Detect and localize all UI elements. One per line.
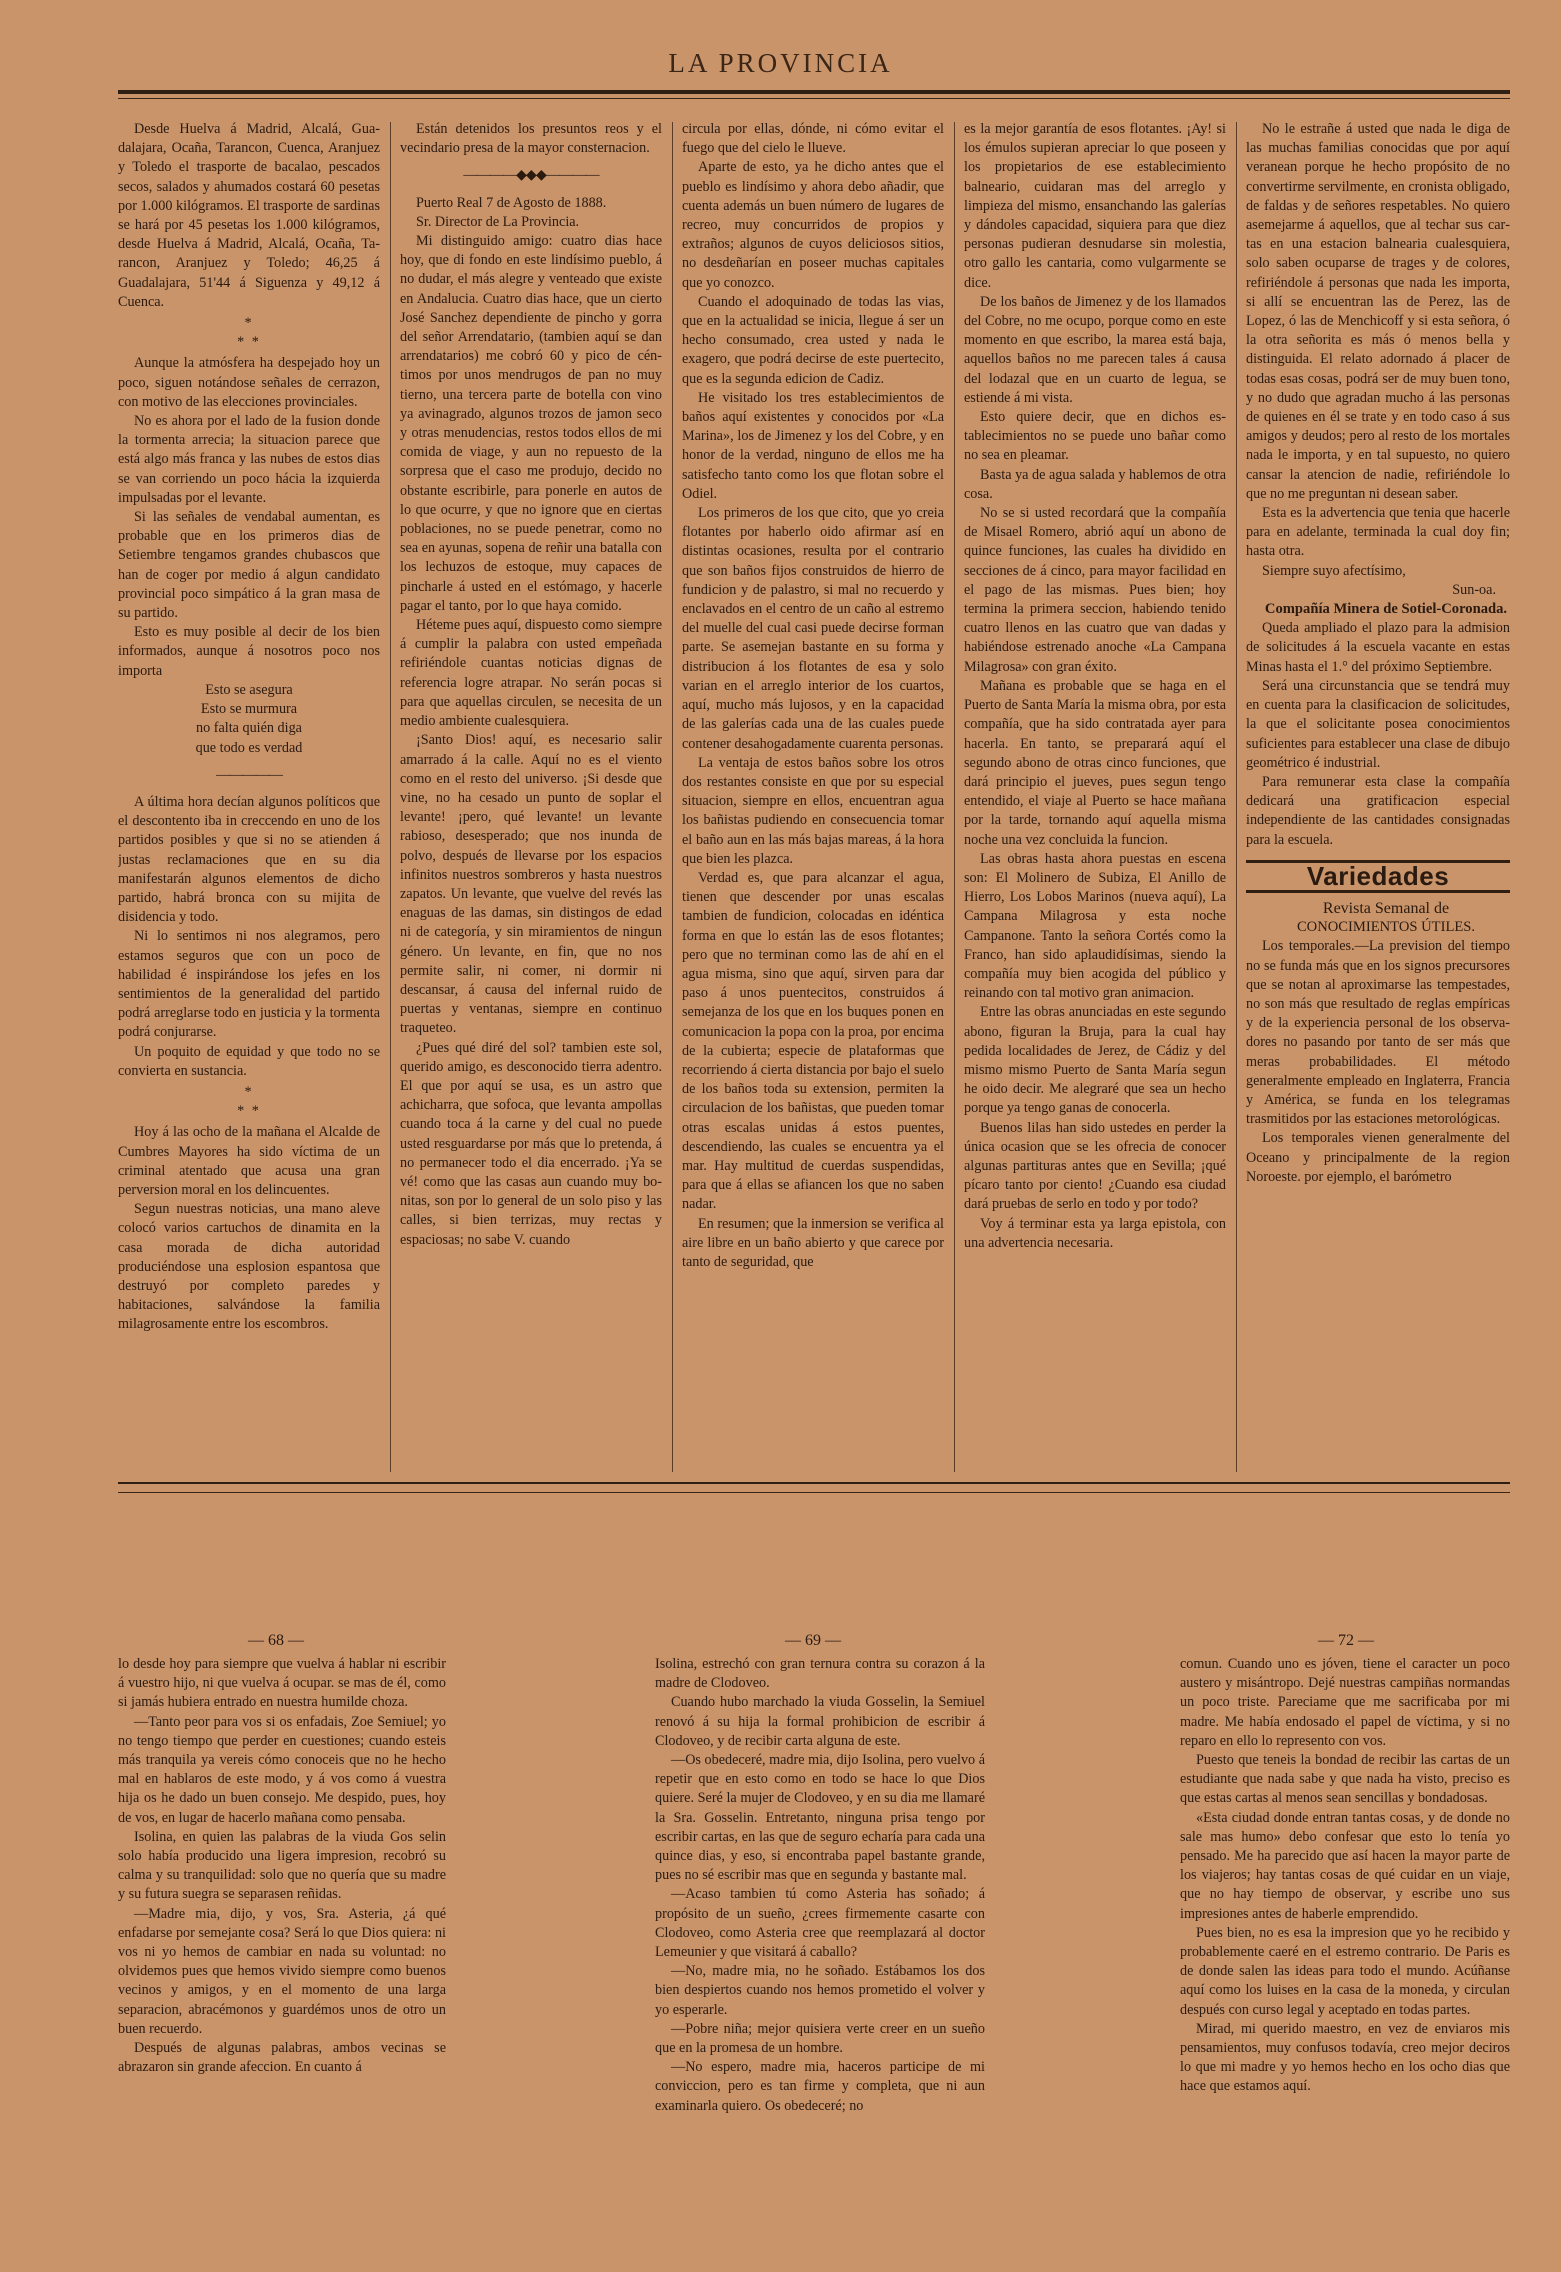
- column-divider: [672, 122, 673, 1472]
- article-paragraph: Ni lo sentimos ni nos alegramos, pero estamos seguros que con un poco de habilidad é inspirándose los jefes en los sentimientos de la generalidad del partido podrá arreglarse todo en justicia y la tormenta podrá conjurarse.: [118, 928, 380, 1041]
- column-3: [682, 120, 944, 1475]
- review-heading: Revista Semanal de: [1322, 899, 1450, 917]
- article-paragraph: Hoy á las ocho de la mañana el Alcalde de Cumbres Mayores ha sido víctima de un criminal atentado que acusa una gran perversion moral en los delincuentes.: [118, 1124, 380, 1198]
- verse-line: no falta quién diga: [196, 720, 302, 737]
- novel-paragraph: «Esta ciudad donde entran tantas cosas, y de donde no sale mas humo» debo confesar que esto lo tenía yo pensado. Me ha parecido que así hacen la mayor parte de los viajeros; hay tantas cosas de qué cuidar en un viaje, que no hay tiempo de observar, y escribe uno sus impresiones antes de haberle emprendido.: [1180, 1809, 1510, 1922]
- article-paragraph: Verdad es, que para alcanzar el agua, tienen que descender por unas escalas tambien de fundicion, colocadas en idéntica forma en que lo están las de esos flotantes; pero que no terminan como las de ahí en el agua misma, sino que aquí, sirven para dar paso á unos puentecitos, construidos á semejanza de los que en los buques ponen en comunicacion la popa con la proa, por encima de la cubierta; especie de plataformas que recorriendo á cierta distancia por bajo el suelo de los baños toda su extension, permiten la circulacion de los bañistas, que pueden tomar otras escalas unidas á estos puentes, descendiendo, las cuales se encuentra ya el mar. Hay multitud de cuerdas suspendidas, para que á ellas se afiancen los que no saben nadar.: [682, 869, 944, 1213]
- novel-paragraph: comun. Cuando uno es jóven, tiene el caracter un poco austero y misántropo. Dejé nuestras campiñas normandas un poco triste. Pareciame que me sacrificaba por mi madre. Me había endosado el papel de víctima, y si no reparo en ello lo represento con vos.: [1180, 1656, 1510, 1749]
- novel-paragraph: —Os obedeceré, madre mia, dijo Isolina, pero vuelvo á repetir que en esto como en todo se hace lo que Dios quiere. Seré la mujer de Clodoveo, y en su dia me llamaré la Sra. Gosselin. Entretanto, ninguna prisa tengo por escribir cartas, en las que de seguro echaría para cada una quince dias, y eso, si encontraba papel bastante grande, pues no sé escribir mas que en segunda y bastante mal.: [655, 1752, 985, 1884]
- novel-paragraph: —Pobre niña; mejor quisiera verte creer en un sueño que en la promesa de un hombre.: [655, 2020, 985, 2057]
- stars-separator: * * *: [237, 1083, 261, 1120]
- ornament-separator: ————◆◆◆————: [463, 167, 599, 184]
- masthead-title: LA PROVINCIA: [668, 48, 893, 78]
- header-rule-thin: [118, 98, 1510, 99]
- article-paragraph: De los baños de Jimenez y de los llamados del Cobre, no me ocupo, porque como en este momento en que escribo, la marea está baja, aquellos baños no me parecen tales á causa del lodazal que en un cuarto de legua, se estiende á mi vista.: [964, 293, 1226, 406]
- novel-paragraph: Isolina, en quien las palabras de la viuda Gos selin solo había producido una ligera impresion, recobró su calma y su tranquilidad: solo que no quería que su madre y su futura suegra se separasen reñidas.: [118, 1828, 446, 1903]
- page-number: — 72 —: [1318, 1632, 1374, 1649]
- article-paragraph: Siempre suyo afectísimo,: [1262, 562, 1406, 579]
- article-paragraph: Los temporales vienen generalmente del Oceano y principalmente de la region Noroeste. por ejemplo, el barómetro: [1246, 1130, 1510, 1185]
- column-1: [118, 120, 380, 1475]
- article-paragraph: Basta ya de agua salada y hablemos de otra cosa.: [964, 466, 1226, 502]
- column-4: [964, 120, 1226, 1475]
- article-paragraph: Esto es muy posible al decir de los bien informados, aunque á nosotros poco nos importa: [118, 624, 380, 679]
- novel-column-1: [118, 1655, 446, 2255]
- column-divider: [390, 122, 391, 1472]
- article-paragraph: Queda ampliado el plazo para la admision de solicitudes á la escuela vacante en estas Minas hasta el 1.° del próximo Septiembre.: [1246, 620, 1510, 675]
- novel-paragraph: —Tanto peor para vos si os enfadais, Zoe Semiuel; yo no tengo tiempo que perder en cuestiones; cuando esteis más tranquila ya vereis cómo conoceis que no he hecho mal en hablaros de este modo, y á vos como á vuestra hija os he dado un buen consejo. Me despido, pues, hoy de vos, en lugar de hacerlo mañana como pensaba.: [118, 1713, 446, 1826]
- signature: Sun-oa.: [1452, 581, 1496, 598]
- article-paragraph: Entre las obras anunciadas en este segundo abono, figuran la Bruja, para la cual hay pedida localidades de Jerez, de Cádiz y del mismo mismo Puerto de Santa María segun he oido decir. Me alegraré que sea un hecho porque ya tengo ganas de conocerla.: [964, 1004, 1226, 1117]
- novel-paragraph: lo desde hoy para siempre que vuelva á hablar ni escribir á vuestro hijo, ni que vuelva á ocupar. se mas de él, como si jamás hubiera entrado en nuestra humilde choza.: [118, 1656, 446, 1711]
- article-paragraph: circula por ellas, dónde, ni cómo evitar el fuego que del cielo le llueve.: [682, 121, 944, 157]
- article-paragraph: Voy á terminar esta ya larga epistola, con una advertencia necesaria.: [964, 1215, 1226, 1251]
- novel-paragraph: Mirad, mi querido maestro, en vez de enviaros mis pensamientos, muy confusos todavía, creo mejor deciros lo que mi madre y yo hemos hecho en los ocho dias que hace que estamos aquí.: [1180, 2020, 1510, 2095]
- article-paragraph: Están detenidos los presuntos reos y el vecindario presa de la mayor consternacion.: [400, 121, 662, 157]
- header-rule: [118, 90, 1510, 94]
- article-paragraph: A última hora decían algunos políticos que el descontento iba in creccendo en uno de los partidos posibles y que si no se atienden á justas reclamaciones que en su dia manifestarán algunos elementos de dicho partido, habrá bronca con su mijita de disidencia y todo.: [118, 793, 380, 926]
- novel-paragraph: Cuando hubo marchado la viuda Gosselin, la Semiuel renovó á su hija la formal prohibicion de escribir á Clodoveo, y de recibir carta alguna de este.: [655, 1694, 985, 1749]
- article-paragraph: Aunque la atmósfera ha despejado hoy un poco, siguen notándose señales de cerrazon, con motivo de las elecciones provinciales.: [118, 355, 380, 410]
- page-number: — 68 —: [248, 1632, 304, 1649]
- article-paragraph: es la mejor garantía de esos flotantes. ¡Ay! si los émulos supieran apreciar lo que poseen y los propietarios de ese establecimiento balneario, cuidaran mas del arreglo y limpieza del mismo, ensanchando las galerías y dándoles capacidad, siquiera para que diez personas pudieran desnudarse sin molestia, otro gallo les cantaria, como vulgarmente se dice.: [964, 121, 1226, 291]
- footer-rule-thin: [118, 1492, 1510, 1493]
- article-paragraph: En resumen; que la inmersion se verifica al aire libre en un baño abierto y que carece por tanto de seguridad, que: [682, 1215, 944, 1270]
- article-paragraph: Desde Huelva á Madrid, Alcalá, Guadalajara, Ocaña, Tarancon, Cuenca, Aranjuez y Toledo el trasporte de bacalao, pescados secos, salados y ahumados costará 60 pesetas por 1.000 kilógramos. El trasporte de sardinas se hará por 45 pesetas los 1.000 kilógramos, desde Huelva á Madrid, Alcalá, Ocaña, Tarancon, Aranjuez y Toledo; 46,25 á Guadalajara, 51'44 á Siguenza y 49,12 á Cuenca.: [118, 121, 380, 310]
- letter-dateline: Puerto Real 7 de Agosto de 1888.: [416, 194, 607, 211]
- novel-paragraph: —No espero, madre mia, haceros participe de mi conviccion, pero es tan firme y completa, que ni aun examinarla quiero. Os obedeceré; no: [655, 2059, 985, 2114]
- section-banner-variedades: Variedades: [1246, 860, 1510, 893]
- novel-paragraph: Después de algunas palabras, ambos vecinas se abrazaron sin grande afeccion. En cuanto á: [118, 2040, 446, 2076]
- review-subheading: CONOCIMIENTOS ÚTILES.: [1296, 919, 1476, 936]
- article-paragraph: Segun nuestras noticias, una mano aleve colocó varios cartuchos de dinamita en la casa morada de dicha autoridad produciéndose una esplosion espantosa que destruyó por completo paredes y habitaciones, salvándose la familia milagrosamente entre los escombros.: [118, 1201, 380, 1333]
- novel-paragraph: —Acaso tambien tú como Asteria has soñado; á propósito de un sueño, ¿crees firmemente casarte con Clodoveo, como Asteria cree que reemplazará al doctor Lemeunier y que visitará á caballo?: [655, 1886, 985, 1961]
- article-paragraph: Si las señales de vendabal aumentan, es probable que en los primeros dias de Setiembre tengamos grandes chubascos que han de coger por medio á algun candidato provincial poco simpático á la gran masa de su partido.: [118, 509, 380, 622]
- article-paragraph: ¿Pues qué diré del sol? tambien este sol, querido amigo, es desconocido tierra adentro. El que por aquí se usa, es un astro que achicharra, que sofoca, que levanta ampollas cuando toca á la carne y del cual no puede usted resguardarse por más que lo pretenda, á no permanecer todo el dia encerrado. ¡Ya se vé! como que las casas aun cuando muy bonitas, son por lo general de un solo piso y las calles, si bien terrizas, muy rectas y espaciosas; no sabe V. cuando: [400, 1039, 662, 1248]
- verse-line: que todo es verdad: [195, 739, 303, 756]
- article-paragraph: Esto quiere decir, que en dichos establecimientos no se puede uno bañar como no sea en pleamar.: [964, 409, 1226, 464]
- column-5: [1246, 120, 1510, 1475]
- article-paragraph: Para remunerar esta clase la compañía dedicará una gratificacion especial independiente de las cantidades consignadas para la escuela.: [1246, 773, 1510, 848]
- article-paragraph: La ventaja de estos baños sobre los otros dos restantes consiste en que por su especial situacion, siempre en ellos, encuentran agua los bañistas pudiendo en consecuencia tomar el baño aun en las más bajas mareas, á la hora que bien les plazca.: [682, 754, 944, 867]
- article-paragraph: Será una circunstancia que se tendrá muy en cuenta para la clasificacion de solicitudes, la que el solicitante posea conocimientos suficientes para establecer una clase de dibujo geométrico é industrial.: [1246, 677, 1510, 771]
- footer-rule: [118, 1482, 1510, 1484]
- novel-paragraph: —No, madre mia, no he soñado. Estábamos los dos bien despiertos cuando nos hemos prometido el volver y yo esperarle.: [655, 1963, 985, 2018]
- letter-salutation: Sr. Director de La Provincia.: [416, 213, 580, 230]
- novel-column-2: [655, 1655, 985, 2255]
- section-title-mining-company: Compañía Minera de Sotiel-Coronada.: [1264, 601, 1508, 618]
- article-paragraph: Esta es la advertencia que tenia que hacerle para en adelante, terminada la cual doy fin; hasta otra.: [1246, 505, 1510, 560]
- article-paragraph: Los primeros de los que cito, que yo creia flotantes por haberlo oido afirmar así en distintas ocasiones, resulta por el contrario que son baños fijos construidos de hierro de fundicion y de palastro, si mal no recuerdo y enclavados en el centro de un caño al estremo del muelle del cual casi puede decirse forman parte. Se asemejan bastante en su forma y distribucion á los flotantes de esa y solo varian en el arreglo interior de los cuartos, aquí, mucho más lujosos, y en la capacidad de las galerías cada una de las cuales puede contener desahogadamente cuarenta personas.: [682, 505, 944, 752]
- article-paragraph: ¡Santo Dios! aquí, es necesario salir amarrado á la calle. Aquí no es el viento como en el resto del universo. ¡Si desde que vine, no ha cesado un punto de soplar el levante! ¡pero, qué levante! un levante rabioso, desesperado; que nos inunda de polvo, después de llevarse por los espacios infinitos nuestros sombreros y hasta nuestros zapatos. Un levante, que vuelve del revés las enaguas de las damas, sin distingos de edad ni de categoría, y sin miramientos de ningun género. Un levante, en fin, que no nos permite salir, ni comer, ni dormir ni descansar, á causa del infernal ruido de puertas y ventanas, siempre en continuo traqueteo.: [400, 732, 662, 1037]
- column-2: [400, 120, 662, 1475]
- article-paragraph: Héteme pues aquí, dispuesto como siempre á cumplir la palabra con usted empeñada refiriéndole cuantas noticias dignas de referencia logre atrapar. No serán pocas si para que aquellas circulen, se necesita de un medio ambiente cualesquiera.: [400, 617, 662, 730]
- column-divider: [954, 122, 955, 1472]
- article-paragraph: Las obras hasta ahora puestas en escena son: El Molinero de Subiza, El Anillo de Hierro, Los Lobos Marinos (nueva aquí), La Campana Milagrosa y esta noche Campanone. Tanto la señora Cortés como la Franco, han sido aplaudidísimas, siendo la compañía muy bien acogida del público y reinando con tal motivo gran animacion.: [964, 850, 1226, 1002]
- column-divider: [1236, 122, 1237, 1472]
- article-paragraph: Buenos lilas han sido ustedes en perder la única ocasion que se les ofrecia de conocer algunas partituras antes que en Sevilla; ¡qué pícaro tanto por ciento! ¿Cuando esa ciudad dará pruebas de serlo en todo y por todo?: [964, 1119, 1226, 1213]
- novel-paragraph: —Madre mia, dijo, y vos, Sra. Asteria, ¿á qué enfadarse por semejante cosa? Será lo que Dios quiera: ni vos ni yo hemos de cambiar en nada su voluntad: no olvidemos pues que hemos vivido siempre como buenos vecinos y amigos, y en el momento de una larga separacion, abracémonos y guardémos unos de otro un buen recuerdo.: [118, 1905, 446, 2037]
- novel-column-3: [1180, 1655, 1510, 2255]
- article-paragraph: Mi distinguido amigo: cuatro dias hace hoy, que di fondo en este lindísimo pueblo, á no dudar, el más alegre y venteado que existe en Andalucia. Cuatro dias hace, que un cierto José Sanchez dependiente de pincho y gorra del señor Arrendatario, (tambien aquí se dan arrendatarios) me cobró 60 y pico de céntimos por unos mendrugos de pan no muy tierno, una tercera parte de botella con vino ya avinagrado, algunos trozos de jamon seco y otras menudencias, restos todos ellos de mi comida de viage, y aun no repuesto de la sorpresa que el caso me produjo, decido no obstante escribirle, para ponerle en autos de lo que ocurre, y que no ignore que en ciertas poblaciones, no se puede penetrar, como no sea en ayunas, sopena de reñir una batalla con los lechuzos de estoque, muy capaces de pincharle á usted en el estómago, y hacerle pagar el tanto, por lo que haya comido.: [400, 233, 662, 614]
- short-rule: —————: [216, 766, 282, 783]
- verse-line: Esto se asegura: [205, 681, 293, 698]
- article-paragraph: Cuando el adoquinado de todas las vias, que en la actualidad se inicia, llegue á ser un hecho consumado, crea usted y nada le exagero, que podrá decirse de este puertecito, que es la segunda edicion de Cadiz.: [682, 293, 944, 387]
- article-paragraph: Un poquito de equidad y que todo no se convierta en sustancia.: [118, 1043, 380, 1079]
- article-paragraph: No se si usted recordará que la compañía de Misael Romero, abrió aquí un abono de quince funciones, las cuales ha dividido en secciones de á cinco, para mayor facilidad en el pago de las mismas. Pues bien; hoy termina la primera seccion, habiendo tenido cuatro llenos en las cuatro que van dadas y habiéndose estrenado anoche «La Campana Milagrosa» con gran éxito.: [964, 505, 1226, 675]
- novel-paragraph: Isolina, estrechó con gran ternura contra su corazon á la madre de Clodoveo.: [655, 1656, 985, 1692]
- article-paragraph: Aparte de esto, ya he dicho antes que el pueblo es lindísimo y ahora debo añadir, que cuenta además un buen número de lugares de recreo, muy concurridos de propios y extraños; algunos de cuyos deliciosos sitios, no desdeñarían en poseer muchas capitales que yo conozco.: [682, 159, 944, 291]
- article-paragraph: No es ahora por el lado de la fusion donde la tormenta arrecia; la situacion parece que está algo más franca y las nubes de estos dias se van corriendo un poco hácia la izquierda impulsadas por el levante.: [118, 413, 380, 506]
- novel-paragraph: Puesto que teneis la bondad de recibir las cartas de un estudiante que nada sabe y que nada ha visto, preciso es que estas cartas al menos sean sencillas y bondadosas.: [1180, 1752, 1510, 1807]
- page-number: — 69 —: [785, 1632, 841, 1649]
- article-paragraph: He visitado los tres establecimientos de baños aquí existentes y conocidos por «La Marina», los de Jimenez y los del Cobre, y en honor de la verdad, ninguno de ellos me ha satisfecho tanto como los que flotan sobre el Odiel.: [682, 389, 944, 502]
- novel-paragraph: Pues bien, no es esa la impresion que yo he recibido y probablemente caeré en el estremo contrario. De Paris es de donde salen las ideas para todo el mundo. Acúñanse aquí como los luises en la casa de la moneda, y circulan después con curso legal y aceptado en todas partes.: [1180, 1924, 1510, 2018]
- article-paragraph: No le estrañe á usted que nada le diga de las muchas familias conocidas que por aquí veranean porque he hecho propósito de no convertirme servilmente, en cronista obligado, de faldas y de señores respetables. No quiero asemejarme á aquellos, que al techar sus cartas en una estacion balnearia cualesquiera, solo saben ocuparse de trages y de colores, refiriéndole á personas que nada les importa, si allí se encuentran las de Perez, las de Lopez, ó las de Menchicoff y si esta señora, ó la otra señorita es más ó menos bella y distinguida. El relato adornado á placer de todas esas cosas, podrá ser de muy buen tono, y no dudo que agradan mucho á las personas de quienes en él se trate y en todo caso á sus amigos y deudos; pero al resto de los mortales nada le importa, y en tal supuesto, no quiero cansar la atencion de nadie, refiriéndole lo que no me preguntan ni desean saber.: [1246, 121, 1510, 502]
- stars-separator: * * *: [237, 315, 261, 351]
- article-paragraph: Mañana es probable que se haga en el Puerto de Santa María la misma obra, por esta compañía, que ha sido contratada ayer para hacerla. En tanto, se preparará aquí el segundo abono de otras cinco funciones, que dará principio el jueves, pues segun tengo entendido, el viaje al Puerto se hace mañana por la tarde, tornando aquí aquella misma noche una vez concluida la funcion.: [964, 677, 1226, 848]
- verse-line: Esto se murmura: [200, 701, 298, 718]
- article-paragraph: Los temporales.—La prevision del tiempo no se funda más que en los signos precursores que se notan al aproximarse las tempestades, no son más que resultado de reglas empíricas y de la experiencia personal de los observadores no pasando por tanto de ser más que meras probabilidades. El método generalmente empleado en Inglaterra, Francia y América, se funda en los telegramas trasmitidos por las estaciones metorológicas.: [1246, 938, 1510, 1128]
